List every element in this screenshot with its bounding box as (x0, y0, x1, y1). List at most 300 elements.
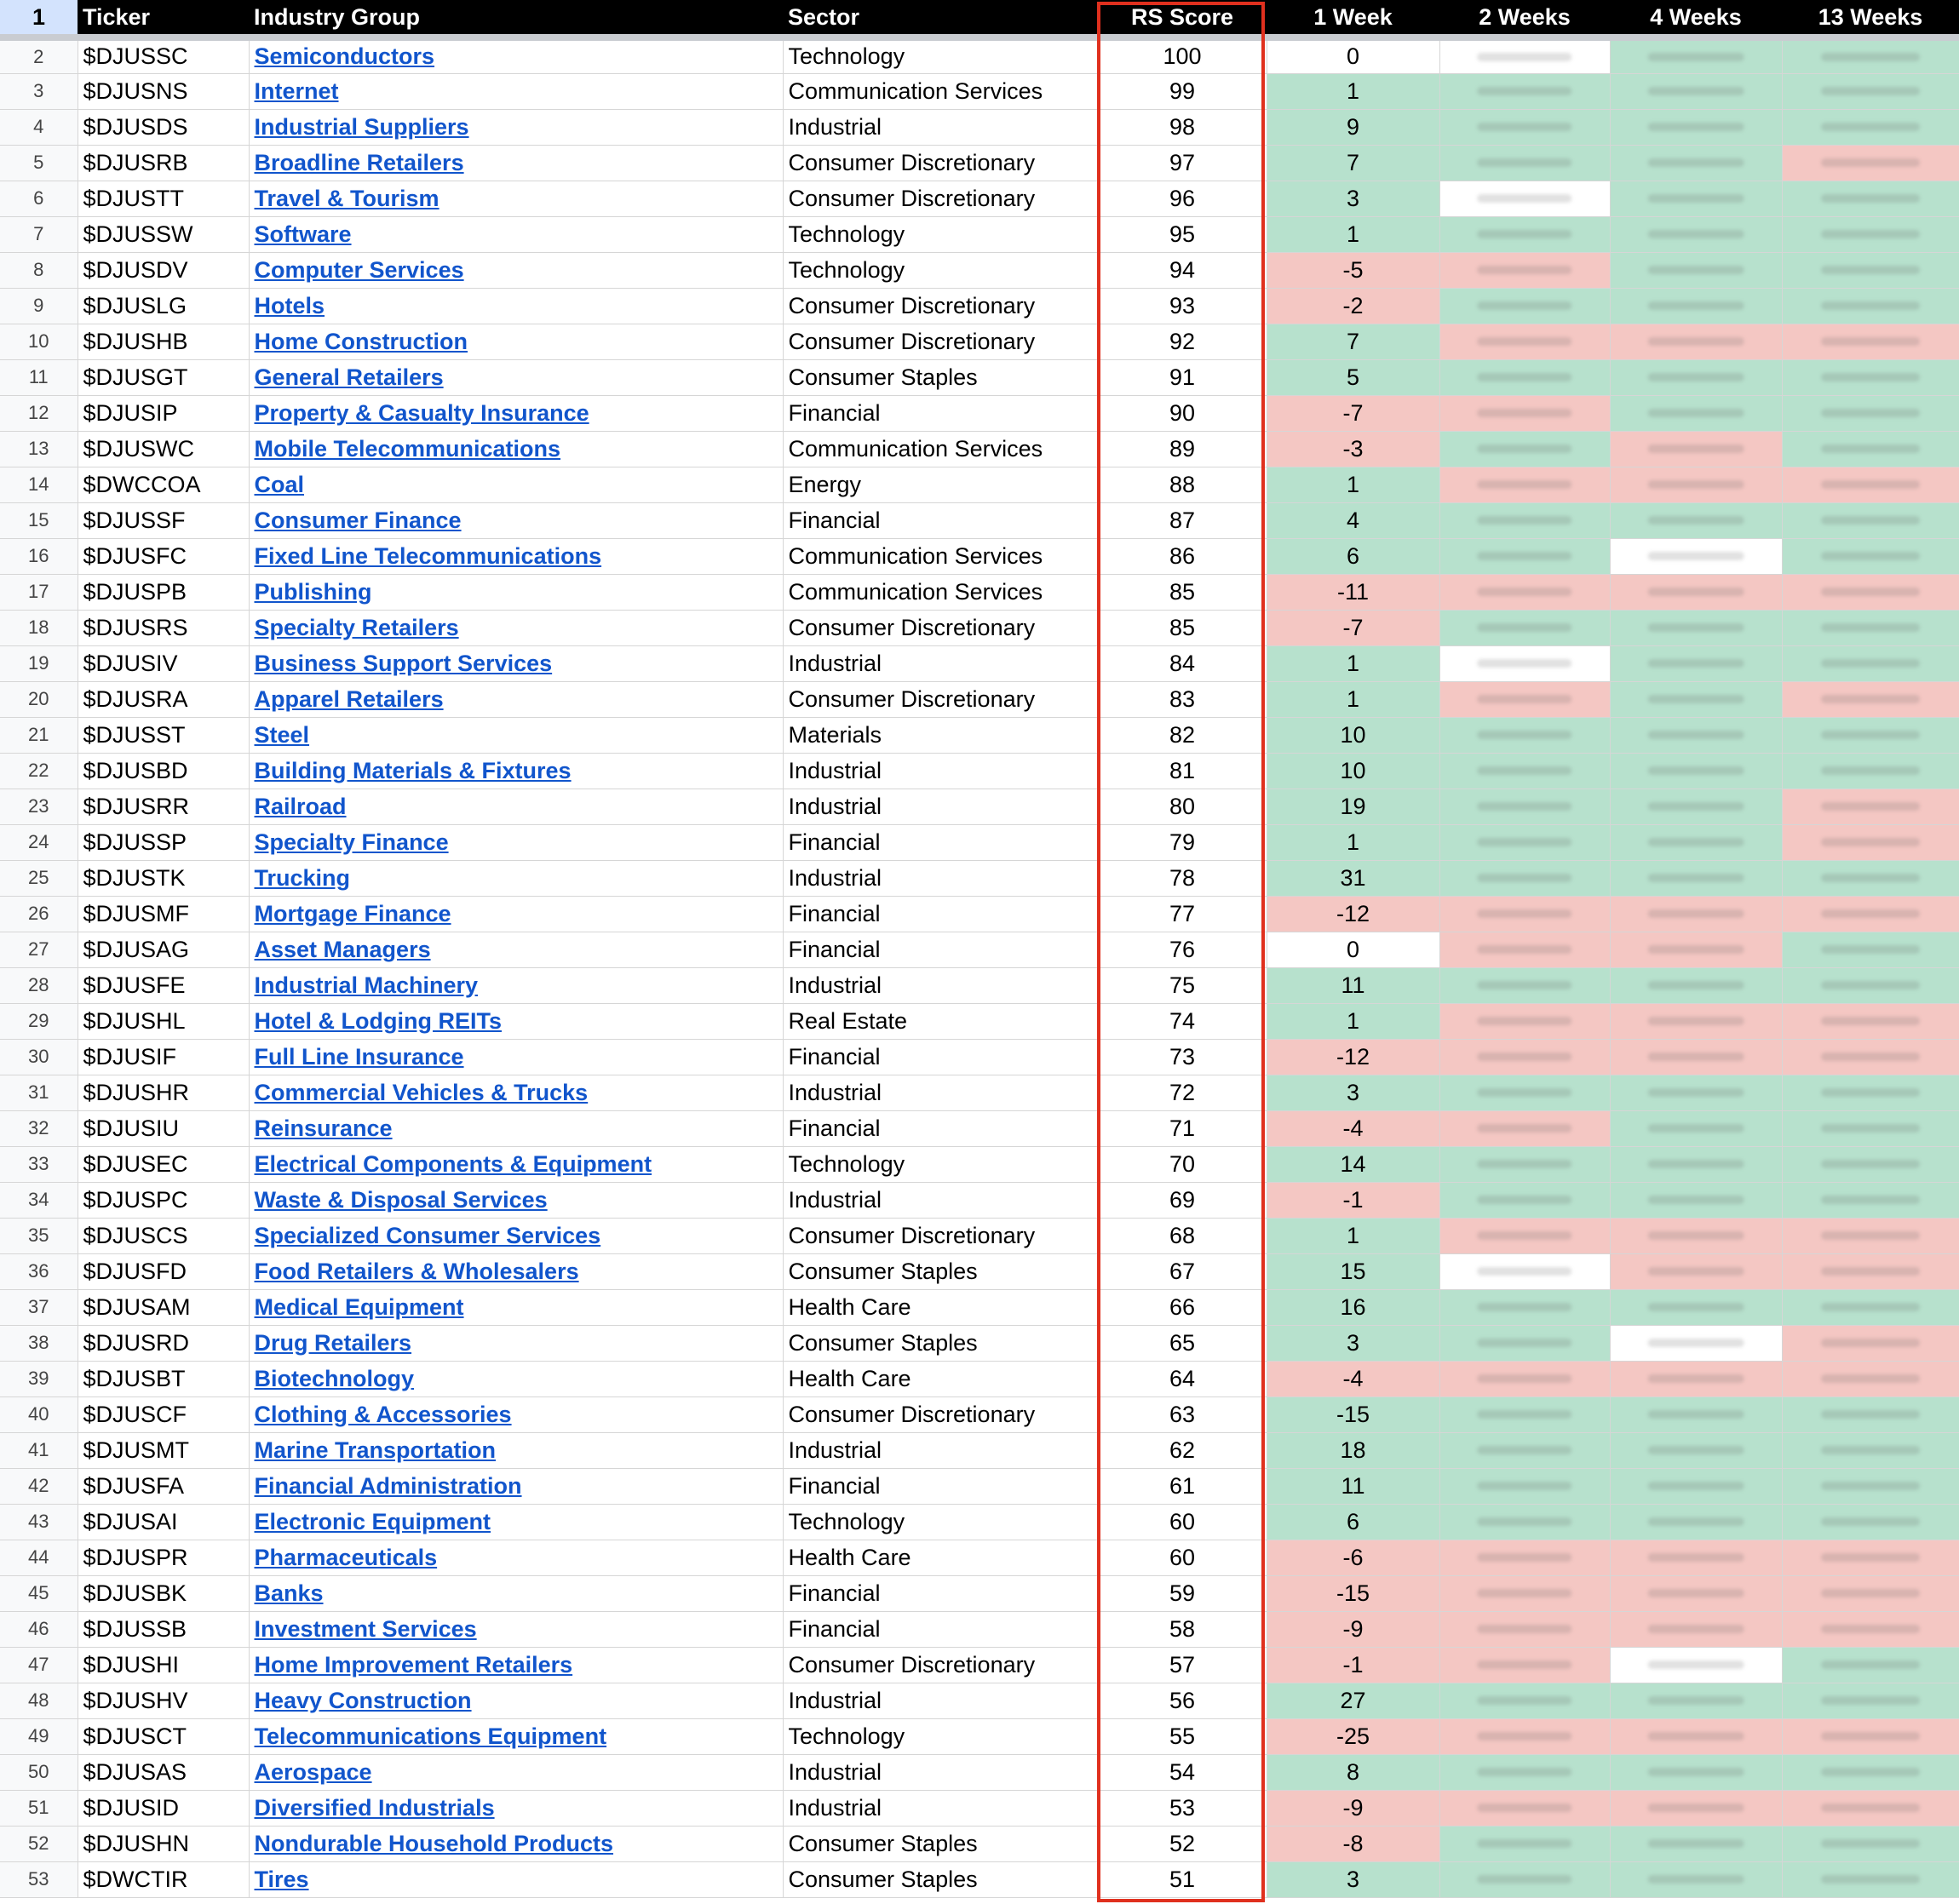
row-number[interactable]: 17 (0, 574, 78, 610)
week1-change-cell[interactable]: -4 (1267, 1361, 1439, 1396)
ticker-cell[interactable]: $DJUSCS (78, 1218, 249, 1253)
ticker-cell[interactable]: $DJUSIF (78, 1039, 249, 1075)
week2-blurred-cell[interactable] (1439, 1826, 1610, 1861)
industry-group-link[interactable]: Full Line Insurance (254, 1043, 464, 1070)
week13-blurred-cell[interactable] (1782, 1683, 1959, 1718)
rs-score-cell[interactable]: 97 (1098, 145, 1267, 181)
week4-blurred-cell[interactable] (1610, 1396, 1782, 1432)
week4-blurred-cell[interactable] (1610, 216, 1782, 252)
industry-group-cell[interactable] (249, 860, 783, 896)
week1-change-cell[interactable]: 6 (1267, 538, 1439, 574)
sector-cell[interactable]: Consumer Staples (783, 359, 1098, 395)
ticker-cell[interactable]: $DJUSPR (78, 1540, 249, 1575)
industry-group-cell[interactable] (249, 1039, 783, 1075)
sector-cell[interactable]: Communication Services (783, 538, 1098, 574)
table-row[interactable] (0, 1826, 1959, 1861)
row-number[interactable]: 19 (0, 645, 78, 681)
week2-blurred-cell[interactable] (1439, 1540, 1610, 1575)
week4-blurred-cell[interactable] (1610, 1146, 1782, 1182)
table-row[interactable] (0, 1432, 1959, 1468)
industry-group-link[interactable]: Financial Administration (254, 1472, 522, 1499)
rs-score-cell[interactable]: 100 (1098, 37, 1267, 73)
rs-score-cell[interactable]: 99 (1098, 73, 1267, 109)
week2-blurred-cell[interactable] (1439, 1253, 1610, 1289)
ticker-cell[interactable]: $DJUSTT (78, 181, 249, 216)
week1-change-cell[interactable]: 1 (1267, 1218, 1439, 1253)
row-number[interactable]: 38 (0, 1325, 78, 1361)
sector-cell[interactable]: Technology (783, 37, 1098, 73)
week2-blurred-cell[interactable] (1439, 145, 1610, 181)
week13-blurred-cell[interactable] (1782, 109, 1959, 145)
row-number[interactable]: 20 (0, 681, 78, 717)
table-row[interactable] (0, 789, 1959, 824)
ticker-cell[interactable]: $DJUSFC (78, 538, 249, 574)
sector-cell[interactable]: Industrial (783, 1683, 1098, 1718)
industry-group-cell[interactable] (249, 181, 783, 216)
industry-group-cell[interactable] (249, 1325, 783, 1361)
week1-change-cell[interactable]: 1 (1267, 824, 1439, 860)
table-row[interactable] (0, 73, 1959, 109)
table-row[interactable] (0, 502, 1959, 538)
row-number[interactable]: 48 (0, 1683, 78, 1718)
week4-blurred-cell[interactable] (1610, 1540, 1782, 1575)
table-row[interactable] (0, 1146, 1959, 1182)
week13-blurred-cell[interactable] (1782, 1504, 1959, 1540)
row-number[interactable]: 52 (0, 1826, 78, 1861)
industry-group-cell[interactable] (249, 216, 783, 252)
industry-group-link[interactable]: Tires (254, 1866, 309, 1892)
rs-score-cell[interactable]: 64 (1098, 1361, 1267, 1396)
sector-cell[interactable]: Materials (783, 717, 1098, 753)
industry-group-cell[interactable] (249, 1754, 783, 1790)
industry-group-link[interactable]: Specialty Finance (254, 829, 449, 855)
week13-blurred-cell[interactable] (1782, 538, 1959, 574)
rs-score-cell[interactable]: 79 (1098, 824, 1267, 860)
ticker-cell[interactable]: $DJUSCF (78, 1396, 249, 1432)
industry-group-link[interactable]: Specialty Retailers (254, 614, 459, 640)
week1-change-cell[interactable]: 19 (1267, 789, 1439, 824)
row-number[interactable]: 51 (0, 1790, 78, 1826)
industry-group-link[interactable]: Property & Casualty Insurance (254, 399, 589, 426)
week2-blurred-cell[interactable] (1439, 1396, 1610, 1432)
rs-score-cell[interactable]: 88 (1098, 467, 1267, 502)
week1-change-cell[interactable]: -7 (1267, 395, 1439, 431)
week4-blurred-cell[interactable] (1610, 538, 1782, 574)
week1-change-cell[interactable]: -1 (1267, 1647, 1439, 1683)
table-row[interactable] (0, 1754, 1959, 1790)
week1-change-cell[interactable]: 3 (1267, 1861, 1439, 1897)
week2-blurred-cell[interactable] (1439, 1611, 1610, 1647)
week4-blurred-cell[interactable] (1610, 1468, 1782, 1504)
week13-blurred-cell[interactable] (1782, 1075, 1959, 1110)
industry-group-link[interactable]: Commercial Vehicles & Trucks (254, 1079, 589, 1105)
sector-cell[interactable]: Consumer Discretionary (783, 681, 1098, 717)
week1-change-cell[interactable]: 1 (1267, 645, 1439, 681)
industry-group-link[interactable]: Nondurable Household Products (254, 1830, 614, 1856)
ticker-cell[interactable]: $DJUSRR (78, 789, 249, 824)
table-row[interactable] (0, 181, 1959, 216)
week13-blurred-cell[interactable] (1782, 645, 1959, 681)
rs-score-cell[interactable]: 82 (1098, 717, 1267, 753)
industry-group-cell[interactable] (249, 538, 783, 574)
ticker-cell[interactable]: $DJUSDS (78, 109, 249, 145)
week2-blurred-cell[interactable] (1439, 1003, 1610, 1039)
industry-group-cell[interactable] (249, 681, 783, 717)
week1-change-cell[interactable]: 0 (1267, 37, 1439, 73)
industry-group-cell[interactable] (249, 932, 783, 967)
industry-group-link[interactable]: Investment Services (254, 1615, 477, 1642)
week13-blurred-cell[interactable] (1782, 824, 1959, 860)
sector-cell[interactable]: Technology (783, 1504, 1098, 1540)
industry-group-link[interactable]: Electrical Components & Equipment (254, 1150, 652, 1177)
ticker-cell[interactable]: $DJUSPC (78, 1182, 249, 1218)
row-number[interactable]: 39 (0, 1361, 78, 1396)
week1-change-cell[interactable]: -4 (1267, 1110, 1439, 1146)
row-number[interactable]: 2 (0, 37, 78, 73)
table-row[interactable] (0, 1540, 1959, 1575)
week4-blurred-cell[interactable] (1610, 1683, 1782, 1718)
row-number[interactable]: 14 (0, 467, 78, 502)
week4-blurred-cell[interactable] (1610, 1754, 1782, 1790)
industry-group-cell[interactable] (249, 1790, 783, 1826)
week1-change-cell[interactable]: 15 (1267, 1253, 1439, 1289)
week1-change-cell[interactable]: -15 (1267, 1575, 1439, 1611)
industry-group-cell[interactable] (249, 502, 783, 538)
week2-blurred-cell[interactable] (1439, 359, 1610, 395)
sector-cell[interactable]: Financial (783, 502, 1098, 538)
week4-blurred-cell[interactable] (1610, 395, 1782, 431)
sector-cell[interactable]: Energy (783, 467, 1098, 502)
table-row[interactable] (0, 359, 1959, 395)
table-row[interactable] (0, 1003, 1959, 1039)
week1-change-cell[interactable]: 9 (1267, 109, 1439, 145)
week1-change-cell[interactable]: -7 (1267, 610, 1439, 645)
ticker-cell[interactable]: $DJUSID (78, 1790, 249, 1826)
week2-blurred-cell[interactable] (1439, 1218, 1610, 1253)
week1-change-cell[interactable]: -5 (1267, 252, 1439, 288)
ticker-cell[interactable]: $DJUSHI (78, 1647, 249, 1683)
week13-blurred-cell[interactable] (1782, 1861, 1959, 1897)
table-row[interactable] (0, 109, 1959, 145)
week13-blurred-cell[interactable] (1782, 717, 1959, 753)
week1-change-cell[interactable]: -6 (1267, 1540, 1439, 1575)
ticker-cell[interactable]: $DJUSHL (78, 1003, 249, 1039)
rs-score-cell[interactable]: 83 (1098, 681, 1267, 717)
sector-cell[interactable]: Consumer Discretionary (783, 288, 1098, 324)
table-row[interactable] (0, 1468, 1959, 1504)
sector-cell[interactable]: Industrial (783, 109, 1098, 145)
header-industry-group[interactable]: Industry Group (249, 0, 783, 37)
week13-blurred-cell[interactable] (1782, 753, 1959, 789)
week2-blurred-cell[interactable] (1439, 610, 1610, 645)
week4-blurred-cell[interactable] (1610, 1826, 1782, 1861)
sector-cell[interactable]: Consumer Discretionary (783, 181, 1098, 216)
industry-group-link[interactable]: Internet (254, 77, 339, 104)
row-number[interactable]: 23 (0, 789, 78, 824)
week1-change-cell[interactable]: 3 (1267, 181, 1439, 216)
week1-change-cell[interactable]: 11 (1267, 967, 1439, 1003)
week1-change-cell[interactable]: 5 (1267, 359, 1439, 395)
ticker-cell[interactable]: $DJUSBD (78, 753, 249, 789)
rs-score-cell[interactable]: 89 (1098, 431, 1267, 467)
ticker-cell[interactable]: $DJUSRA (78, 681, 249, 717)
week2-blurred-cell[interactable] (1439, 1683, 1610, 1718)
week1-change-cell[interactable]: 10 (1267, 717, 1439, 753)
rs-score-cell[interactable]: 74 (1098, 1003, 1267, 1039)
week4-blurred-cell[interactable] (1610, 1575, 1782, 1611)
rs-score-cell[interactable]: 87 (1098, 502, 1267, 538)
industry-group-cell[interactable] (249, 1396, 783, 1432)
table-row[interactable] (0, 1218, 1959, 1253)
week1-change-cell[interactable]: -1 (1267, 1182, 1439, 1218)
week1-change-cell[interactable]: -25 (1267, 1718, 1439, 1754)
week1-change-cell[interactable]: -9 (1267, 1611, 1439, 1647)
week13-blurred-cell[interactable] (1782, 1039, 1959, 1075)
ticker-cell[interactable]: $DJUSBK (78, 1575, 249, 1611)
row-number[interactable]: 47 (0, 1647, 78, 1683)
week2-blurred-cell[interactable] (1439, 1075, 1610, 1110)
industry-group-cell[interactable] (249, 467, 783, 502)
week2-blurred-cell[interactable] (1439, 37, 1610, 73)
rs-score-cell[interactable]: 54 (1098, 1754, 1267, 1790)
industry-group-link[interactable]: Fixed Line Telecommunications (254, 542, 602, 569)
week13-blurred-cell[interactable] (1782, 1253, 1959, 1289)
industry-group-link[interactable]: Industrial Suppliers (254, 113, 469, 140)
week1-change-cell[interactable]: -11 (1267, 574, 1439, 610)
sector-cell[interactable]: Consumer Staples (783, 1325, 1098, 1361)
week13-blurred-cell[interactable] (1782, 324, 1959, 359)
ticker-cell[interactable]: $DJUSSP (78, 824, 249, 860)
week13-blurred-cell[interactable] (1782, 610, 1959, 645)
rs-score-cell[interactable]: 56 (1098, 1683, 1267, 1718)
week1-change-cell[interactable]: -2 (1267, 288, 1439, 324)
week1-change-cell[interactable]: 10 (1267, 753, 1439, 789)
table-row[interactable] (0, 1647, 1959, 1683)
ticker-cell[interactable]: $DJUSIP (78, 395, 249, 431)
week13-blurred-cell[interactable] (1782, 145, 1959, 181)
industry-group-cell[interactable] (249, 1861, 783, 1897)
rs-score-cell[interactable]: 72 (1098, 1075, 1267, 1110)
week2-blurred-cell[interactable] (1439, 1325, 1610, 1361)
industry-group-cell[interactable] (249, 1611, 783, 1647)
sector-cell[interactable]: Consumer Staples (783, 1826, 1098, 1861)
sector-cell[interactable]: Industrial (783, 1075, 1098, 1110)
week13-blurred-cell[interactable] (1782, 860, 1959, 896)
industry-group-cell[interactable] (249, 359, 783, 395)
row-number[interactable]: 15 (0, 502, 78, 538)
row-number[interactable]: 26 (0, 896, 78, 932)
industry-group-link[interactable]: Electronic Equipment (254, 1508, 491, 1534)
week13-blurred-cell[interactable] (1782, 359, 1959, 395)
industry-group-link[interactable]: Computer Services (254, 256, 464, 283)
week2-blurred-cell[interactable] (1439, 1504, 1610, 1540)
week13-blurred-cell[interactable] (1782, 1361, 1959, 1396)
industry-group-link[interactable]: Apparel Retailers (254, 685, 444, 712)
industry-group-cell[interactable] (249, 37, 783, 73)
industry-group-link[interactable]: Heavy Construction (254, 1687, 472, 1713)
sector-cell[interactable]: Communication Services (783, 73, 1098, 109)
rs-score-cell[interactable]: 70 (1098, 1146, 1267, 1182)
week13-blurred-cell[interactable] (1782, 1146, 1959, 1182)
header-sector[interactable]: Sector (783, 0, 1098, 37)
industry-group-link[interactable]: Diversified Industrials (254, 1794, 495, 1821)
week13-blurred-cell[interactable] (1782, 1575, 1959, 1611)
rs-score-cell[interactable]: 71 (1098, 1110, 1267, 1146)
week4-blurred-cell[interactable] (1610, 37, 1782, 73)
rs-score-cell[interactable]: 55 (1098, 1718, 1267, 1754)
rs-score-cell[interactable]: 85 (1098, 610, 1267, 645)
row-number[interactable]: 22 (0, 753, 78, 789)
week13-blurred-cell[interactable] (1782, 1754, 1959, 1790)
rs-score-cell[interactable]: 53 (1098, 1790, 1267, 1826)
week13-blurred-cell[interactable] (1782, 896, 1959, 932)
week2-blurred-cell[interactable] (1439, 73, 1610, 109)
ticker-cell[interactable]: $DJUSBT (78, 1361, 249, 1396)
row-number[interactable]: 32 (0, 1110, 78, 1146)
week2-blurred-cell[interactable] (1439, 1575, 1610, 1611)
ticker-cell[interactable]: $DJUSFA (78, 1468, 249, 1504)
sector-cell[interactable]: Industrial (783, 967, 1098, 1003)
industry-group-cell[interactable] (249, 1075, 783, 1110)
table-row[interactable] (0, 288, 1959, 324)
week1-change-cell[interactable]: 27 (1267, 1683, 1439, 1718)
ticker-cell[interactable]: $DJUSNS (78, 73, 249, 109)
row-number[interactable]: 40 (0, 1396, 78, 1432)
table-row[interactable] (0, 395, 1959, 431)
header-ticker[interactable]: Ticker (78, 0, 249, 37)
sector-cell[interactable]: Industrial (783, 1790, 1098, 1826)
week2-blurred-cell[interactable] (1439, 1754, 1610, 1790)
table-row[interactable] (0, 1611, 1959, 1647)
week13-blurred-cell[interactable] (1782, 288, 1959, 324)
industry-group-link[interactable]: Specialized Consumer Services (254, 1222, 601, 1248)
sector-cell[interactable]: Technology (783, 216, 1098, 252)
week13-blurred-cell[interactable] (1782, 932, 1959, 967)
sector-cell[interactable]: Consumer Discretionary (783, 1396, 1098, 1432)
rs-score-cell[interactable]: 93 (1098, 288, 1267, 324)
week2-blurred-cell[interactable] (1439, 324, 1610, 359)
week4-blurred-cell[interactable] (1610, 1003, 1782, 1039)
ticker-cell[interactable]: $DJUSAS (78, 1754, 249, 1790)
week1-change-cell[interactable]: 4 (1267, 502, 1439, 538)
week4-blurred-cell[interactable] (1610, 109, 1782, 145)
industry-group-link[interactable]: Semiconductors (254, 43, 435, 70)
week2-blurred-cell[interactable] (1439, 1146, 1610, 1182)
industry-group-link[interactable]: Software (254, 221, 352, 247)
week4-blurred-cell[interactable] (1610, 1289, 1782, 1325)
ticker-cell[interactable]: $DJUSHR (78, 1075, 249, 1110)
week2-blurred-cell[interactable] (1439, 1432, 1610, 1468)
week1-change-cell[interactable]: 11 (1267, 1468, 1439, 1504)
week1-change-cell[interactable]: 3 (1267, 1075, 1439, 1110)
week2-blurred-cell[interactable] (1439, 1790, 1610, 1826)
table-row[interactable] (0, 1504, 1959, 1540)
industry-group-link[interactable]: Railroad (254, 793, 347, 819)
rs-score-cell[interactable]: 94 (1098, 252, 1267, 288)
industry-group-link[interactable]: Business Support Services (254, 650, 553, 676)
week2-blurred-cell[interactable] (1439, 1182, 1610, 1218)
industry-group-link[interactable]: Pharmaceuticals (254, 1544, 438, 1570)
rs-score-cell[interactable]: 91 (1098, 359, 1267, 395)
industry-group-cell[interactable] (249, 824, 783, 860)
header-2-weeks[interactable]: 2 Weeks (1439, 0, 1610, 37)
week2-blurred-cell[interactable] (1439, 502, 1610, 538)
industry-group-cell[interactable] (249, 109, 783, 145)
week1-change-cell[interactable]: 14 (1267, 1146, 1439, 1182)
rs-score-cell[interactable]: 69 (1098, 1182, 1267, 1218)
header-1-week[interactable]: 1 Week (1267, 0, 1439, 37)
week1-change-cell[interactable]: 6 (1267, 1504, 1439, 1540)
sector-cell[interactable]: Consumer Staples (783, 1253, 1098, 1289)
row-number[interactable]: 31 (0, 1075, 78, 1110)
week4-blurred-cell[interactable] (1610, 502, 1782, 538)
rs-score-cell[interactable]: 58 (1098, 1611, 1267, 1647)
rs-score-cell[interactable]: 78 (1098, 860, 1267, 896)
industry-group-cell[interactable] (249, 1289, 783, 1325)
row-number[interactable]: 6 (0, 181, 78, 216)
rs-score-cell[interactable]: 84 (1098, 645, 1267, 681)
week2-blurred-cell[interactable] (1439, 824, 1610, 860)
table-row[interactable] (0, 37, 1959, 73)
row-number[interactable]: 11 (0, 359, 78, 395)
industry-group-link[interactable]: Broadline Retailers (254, 149, 464, 175)
week4-blurred-cell[interactable] (1610, 1611, 1782, 1647)
sector-cell[interactable]: Health Care (783, 1289, 1098, 1325)
week2-blurred-cell[interactable] (1439, 967, 1610, 1003)
row-number[interactable]: 35 (0, 1218, 78, 1253)
ticker-cell[interactable]: $DJUSCT (78, 1718, 249, 1754)
sector-cell[interactable]: Industrial (783, 645, 1098, 681)
header-13-weeks[interactable]: 13 Weeks (1782, 0, 1959, 37)
industry-group-cell[interactable] (249, 431, 783, 467)
week4-blurred-cell[interactable] (1610, 1253, 1782, 1289)
week4-blurred-cell[interactable] (1610, 574, 1782, 610)
week4-blurred-cell[interactable] (1610, 467, 1782, 502)
industry-group-link[interactable]: Publishing (254, 578, 372, 605)
week13-blurred-cell[interactable] (1782, 574, 1959, 610)
sector-cell[interactable]: Technology (783, 1146, 1098, 1182)
week13-blurred-cell[interactable] (1782, 1826, 1959, 1861)
rs-score-cell[interactable]: 52 (1098, 1826, 1267, 1861)
week1-change-cell[interactable]: 1 (1267, 73, 1439, 109)
row-number[interactable]: 36 (0, 1253, 78, 1289)
week4-blurred-cell[interactable] (1610, 1218, 1782, 1253)
industry-group-cell[interactable] (249, 73, 783, 109)
ticker-cell[interactable]: $DJUSAI (78, 1504, 249, 1540)
week13-blurred-cell[interactable] (1782, 1396, 1959, 1432)
sector-cell[interactable]: Consumer Discretionary (783, 324, 1098, 359)
ticker-cell[interactable]: $DJUSAG (78, 932, 249, 967)
table-row[interactable] (0, 1718, 1959, 1754)
row-number[interactable]: 9 (0, 288, 78, 324)
table-row[interactable] (0, 610, 1959, 645)
ticker-cell[interactable]: $DJUSRB (78, 145, 249, 181)
week2-blurred-cell[interactable] (1439, 181, 1610, 216)
ticker-cell[interactable]: $DJUSRD (78, 1325, 249, 1361)
industry-group-cell[interactable] (249, 717, 783, 753)
table-row[interactable] (0, 1289, 1959, 1325)
ticker-cell[interactable]: $DJUSHV (78, 1683, 249, 1718)
week1-change-cell[interactable]: 7 (1267, 324, 1439, 359)
week13-blurred-cell[interactable] (1782, 681, 1959, 717)
rs-score-cell[interactable]: 66 (1098, 1289, 1267, 1325)
week1-change-cell[interactable]: 1 (1267, 681, 1439, 717)
week13-blurred-cell[interactable] (1782, 252, 1959, 288)
table-row[interactable] (0, 645, 1959, 681)
week2-blurred-cell[interactable] (1439, 789, 1610, 824)
ticker-cell[interactable]: $DJUSMF (78, 896, 249, 932)
rs-score-cell[interactable]: 96 (1098, 181, 1267, 216)
